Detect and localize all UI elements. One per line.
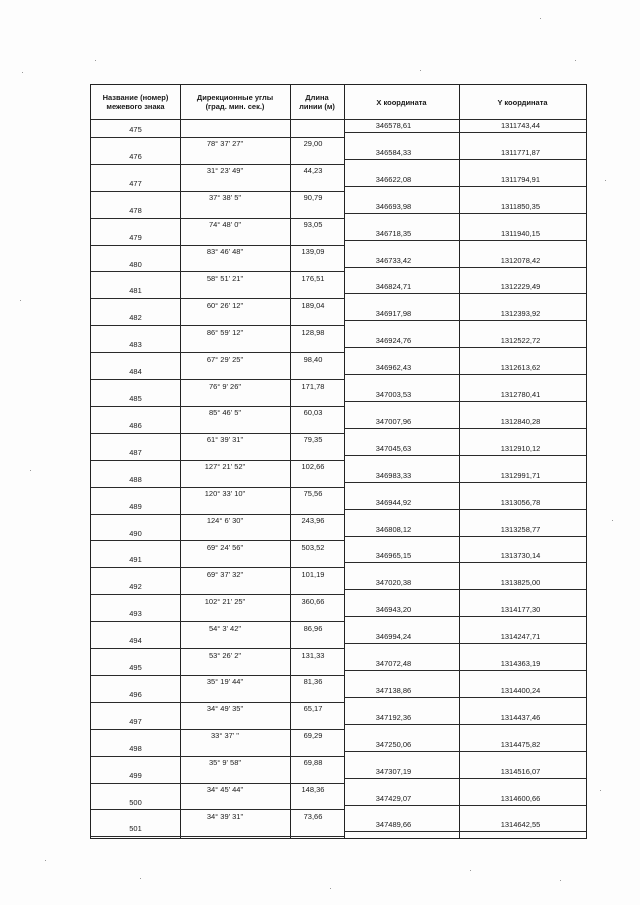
point-name: 491 xyxy=(129,555,142,565)
direction-angle: 34° 39' 31" xyxy=(206,811,244,821)
row-rule xyxy=(344,643,586,644)
row-rule xyxy=(344,697,586,698)
line-length: 131,33 xyxy=(301,650,325,660)
line-length: 176,51 xyxy=(301,273,325,283)
x-coordinate: 346808,12 xyxy=(375,524,412,534)
line-length: 101,19 xyxy=(301,569,325,579)
row-rule xyxy=(91,648,344,649)
y-coordinate: 1314247,71 xyxy=(500,632,541,642)
x-coordinate: 346943,20 xyxy=(375,605,412,615)
scan-speck xyxy=(470,870,471,871)
line-length: 69,29 xyxy=(303,731,323,741)
y-coordinate: 1312991,71 xyxy=(500,470,541,480)
line-length: 148,36 xyxy=(301,785,325,794)
point-name: 496 xyxy=(129,689,142,699)
row-rule xyxy=(344,670,586,671)
row-rule xyxy=(344,751,586,752)
y-coordinate: 1314475,82 xyxy=(500,739,541,749)
scan-speck xyxy=(420,70,421,71)
direction-angle: 58° 51' 21" xyxy=(206,273,244,283)
line-length: 69,88 xyxy=(303,758,323,768)
scan-speck xyxy=(95,60,96,61)
row-rule xyxy=(344,805,586,806)
x-coordinate: 347307,19 xyxy=(375,766,412,776)
x-coordinate: 347489,66 xyxy=(375,820,412,830)
row-rule xyxy=(344,267,586,268)
point-name: 476 xyxy=(129,151,142,161)
point-name: 499 xyxy=(129,770,142,780)
x-coordinate: 346944,92 xyxy=(375,497,412,507)
line-length: 102,66 xyxy=(301,462,325,472)
point-name: 484 xyxy=(129,367,142,377)
x-coordinate: 346983,33 xyxy=(375,470,412,480)
row-rule xyxy=(91,245,344,246)
scan-speck xyxy=(575,60,576,61)
row-rule xyxy=(344,428,586,429)
row-rule xyxy=(344,240,586,241)
y-coordinate: 1312840,28 xyxy=(500,416,541,426)
point-name: 487 xyxy=(129,447,142,457)
y-coordinate: 1312780,41 xyxy=(500,390,541,399)
line-length: 189,04 xyxy=(301,300,325,310)
point-name: 478 xyxy=(129,205,142,215)
x-coordinate: 346733,42 xyxy=(375,255,412,265)
direction-angle: 31° 23' 49" xyxy=(206,166,244,176)
direction-angle: 69° 24' 56" xyxy=(206,542,244,552)
point-name: 486 xyxy=(129,420,142,430)
y-coordinate: 1312078,42 xyxy=(500,255,541,265)
direction-angle: 102° 21' 25" xyxy=(204,596,246,606)
header-length: Длина линии (м) xyxy=(299,93,335,111)
direction-angle: 83° 46' 48" xyxy=(206,247,244,256)
x-coordinate: 346965,15 xyxy=(375,551,412,561)
y-coordinate: 1314516,07 xyxy=(500,766,541,776)
row-rule xyxy=(91,325,344,326)
row-rule xyxy=(344,509,586,510)
row-rule xyxy=(344,320,586,321)
direction-angle: 74° 48' 0" xyxy=(208,220,242,230)
point-name: 493 xyxy=(129,609,142,619)
y-coordinate: 1314400,24 xyxy=(500,685,541,695)
line-length: 93,05 xyxy=(303,220,323,230)
point-name: 498 xyxy=(129,743,142,753)
point-name: 477 xyxy=(129,178,142,188)
scan-speck xyxy=(22,72,23,73)
direction-angle: 124° 6' 30" xyxy=(206,516,244,525)
row-rule xyxy=(91,406,344,407)
row-rule xyxy=(91,594,344,595)
line-length: 139,09 xyxy=(301,247,325,256)
row-rule xyxy=(91,756,344,757)
x-coordinate: 347007,96 xyxy=(375,416,412,426)
row-rule xyxy=(91,567,344,568)
row-rule xyxy=(91,218,344,219)
point-name: 482 xyxy=(129,313,142,323)
line-length: 503,52 xyxy=(301,542,325,552)
row-rule xyxy=(344,347,586,348)
y-coordinate: 1313730,14 xyxy=(500,551,541,561)
row-rule xyxy=(91,191,344,192)
header-x: X координата xyxy=(376,97,427,107)
y-coordinate: 1312522,72 xyxy=(500,336,541,346)
column-divider xyxy=(459,85,460,838)
point-name: 489 xyxy=(129,501,142,511)
point-name: 488 xyxy=(129,474,142,484)
x-coordinate: 346584,33 xyxy=(375,147,412,157)
row-rule xyxy=(91,621,344,622)
header-name: Название (номер) межевого знака xyxy=(102,93,169,111)
row-rule xyxy=(344,159,586,160)
direction-angle: 86° 59' 12" xyxy=(206,327,244,337)
row-rule xyxy=(91,271,344,272)
x-coordinate: 347045,63 xyxy=(375,443,412,453)
line-length: 60,03 xyxy=(303,408,323,418)
point-name: 501 xyxy=(129,824,142,834)
scan-speck xyxy=(600,790,601,791)
y-coordinate: 1311771,87 xyxy=(500,147,541,157)
x-coordinate: 346693,98 xyxy=(375,201,412,211)
row-rule xyxy=(91,379,344,380)
row-rule xyxy=(344,213,586,214)
point-name: 497 xyxy=(129,716,142,726)
row-rule xyxy=(344,455,586,456)
x-coordinate: 347138,86 xyxy=(375,685,412,695)
x-coordinate: 346962,43 xyxy=(375,363,412,373)
direction-angle: 53° 26' 2" xyxy=(208,650,242,660)
row-rule xyxy=(91,352,344,353)
row-rule xyxy=(344,186,586,187)
header-angle: Дирекционные углы (град. мин. сек.) xyxy=(196,93,274,111)
line-length: 73,66 xyxy=(303,811,323,821)
row-rule xyxy=(91,433,344,434)
direction-angle: 69° 37' 32" xyxy=(206,569,244,579)
direction-angle: 61° 39' 31" xyxy=(206,435,244,445)
y-coordinate: 1313825,00 xyxy=(500,578,541,588)
x-coordinate: 346824,71 xyxy=(375,282,412,292)
point-name: 480 xyxy=(129,259,142,269)
row-rule xyxy=(91,514,344,515)
x-coordinate: 346622,08 xyxy=(375,174,412,184)
point-name: 485 xyxy=(129,394,142,403)
direction-angle: 35° 19' 44" xyxy=(206,677,244,687)
y-coordinate: 1314642,55 xyxy=(500,820,541,830)
row-rule xyxy=(344,374,586,375)
y-coordinate: 1312910,12 xyxy=(500,443,541,453)
scan-speck xyxy=(612,520,613,521)
row-rule xyxy=(344,293,586,294)
point-name: 492 xyxy=(129,582,142,592)
x-coordinate: 346578,61 xyxy=(375,121,412,130)
row-rule xyxy=(91,675,344,676)
line-length: 86,96 xyxy=(303,623,323,633)
x-coordinate: 347250,06 xyxy=(375,739,412,749)
x-coordinate: 347072,48 xyxy=(375,659,412,668)
x-coordinate: 347429,07 xyxy=(375,793,412,803)
row-rule xyxy=(344,778,586,779)
row-rule xyxy=(91,809,344,810)
y-coordinate: 1314600,66 xyxy=(500,793,541,803)
x-coordinate: 347020,38 xyxy=(375,578,412,588)
y-coordinate: 1314437,46 xyxy=(500,712,541,722)
boundary-coordinates-table xyxy=(90,84,587,839)
y-coordinate: 1311940,15 xyxy=(500,228,541,238)
scan-speck xyxy=(45,860,46,861)
y-coordinate: 1312229,49 xyxy=(500,282,541,292)
line-length: 90,79 xyxy=(303,193,323,203)
line-length: 243,96 xyxy=(301,516,325,525)
row-rule xyxy=(91,729,344,730)
line-length: 128,98 xyxy=(301,327,325,337)
point-name: 475 xyxy=(129,125,142,134)
row-rule xyxy=(344,482,586,483)
y-coordinate: 1312393,92 xyxy=(500,309,541,319)
scan-speck xyxy=(605,180,606,181)
point-name: 481 xyxy=(129,286,142,296)
point-name: 500 xyxy=(129,797,142,807)
row-rule xyxy=(344,401,586,402)
row-rule xyxy=(91,119,586,120)
line-length: 79,35 xyxy=(303,435,323,445)
line-length: 65,17 xyxy=(303,704,323,714)
row-rule xyxy=(91,540,344,541)
column-divider xyxy=(344,85,345,838)
row-rule xyxy=(344,616,586,617)
line-length: 29,00 xyxy=(303,139,323,149)
point-name: 490 xyxy=(129,528,142,538)
direction-angle: 34° 49' 35" xyxy=(206,704,244,714)
direction-angle: 37° 38' 5" xyxy=(208,193,242,203)
line-length: 75,56 xyxy=(303,489,323,499)
y-coordinate: 1311794,91 xyxy=(500,174,541,184)
header-y: Y координата xyxy=(497,97,548,107)
row-rule xyxy=(91,487,344,488)
direction-angle: 67° 29' 25" xyxy=(206,354,244,364)
row-rule xyxy=(91,702,344,703)
row-rule xyxy=(344,562,586,563)
line-length: 98,40 xyxy=(303,354,323,364)
point-name: 494 xyxy=(129,636,142,646)
line-length: 44,23 xyxy=(303,166,323,176)
row-rule xyxy=(91,137,344,138)
scan-speck xyxy=(140,878,141,879)
row-rule xyxy=(344,536,586,537)
row-rule xyxy=(344,589,586,590)
row-rule xyxy=(344,831,586,832)
direction-angle: 76° 9' 26" xyxy=(208,381,242,391)
row-rule xyxy=(91,164,344,165)
direction-angle: 54° 3' 42" xyxy=(208,623,242,633)
y-coordinate: 1313258,77 xyxy=(500,524,541,534)
row-rule xyxy=(91,783,344,784)
x-coordinate: 346924,76 xyxy=(375,336,412,346)
y-coordinate: 1313056,78 xyxy=(500,497,541,507)
y-coordinate: 1311743,44 xyxy=(500,121,541,130)
line-length: 81,36 xyxy=(303,677,323,687)
row-rule xyxy=(91,298,344,299)
y-coordinate: 1314363,19 xyxy=(500,659,541,668)
row-rule xyxy=(344,132,586,133)
point-name: 495 xyxy=(129,663,142,672)
point-name: 479 xyxy=(129,232,142,242)
direction-angle: 85° 46' 5" xyxy=(208,408,242,418)
row-rule xyxy=(91,460,344,461)
x-coordinate: 346917,98 xyxy=(375,309,412,319)
line-length: 171,78 xyxy=(301,381,325,391)
direction-angle: 35° 9' 58" xyxy=(208,758,242,768)
x-coordinate: 346994,24 xyxy=(375,632,412,642)
direction-angle: 34° 45' 44" xyxy=(206,785,244,794)
x-coordinate: 347003,53 xyxy=(375,390,412,399)
scan-speck xyxy=(330,888,331,889)
row-rule xyxy=(91,836,344,837)
direction-angle: 120° 33' 10" xyxy=(204,489,246,499)
scan-speck xyxy=(20,300,21,301)
line-length: 360,66 xyxy=(301,596,325,606)
direction-angle: 127° 21' 52" xyxy=(204,462,246,472)
y-coordinate: 1311850,35 xyxy=(500,201,541,211)
direction-angle: 78° 37' 27" xyxy=(206,139,244,149)
direction-angle: 33° 37' " xyxy=(211,731,239,741)
scan-speck xyxy=(30,470,31,471)
direction-angle: 60° 26' 12" xyxy=(206,300,244,310)
scan-speck xyxy=(540,18,541,19)
point-name: 483 xyxy=(129,340,142,350)
x-coordinate: 346718,35 xyxy=(375,228,412,238)
y-coordinate: 1312613,62 xyxy=(500,363,541,373)
y-coordinate: 1314177,30 xyxy=(500,605,541,615)
row-rule xyxy=(344,724,586,725)
scan-speck xyxy=(560,880,561,881)
x-coordinate: 347192,36 xyxy=(375,712,412,722)
